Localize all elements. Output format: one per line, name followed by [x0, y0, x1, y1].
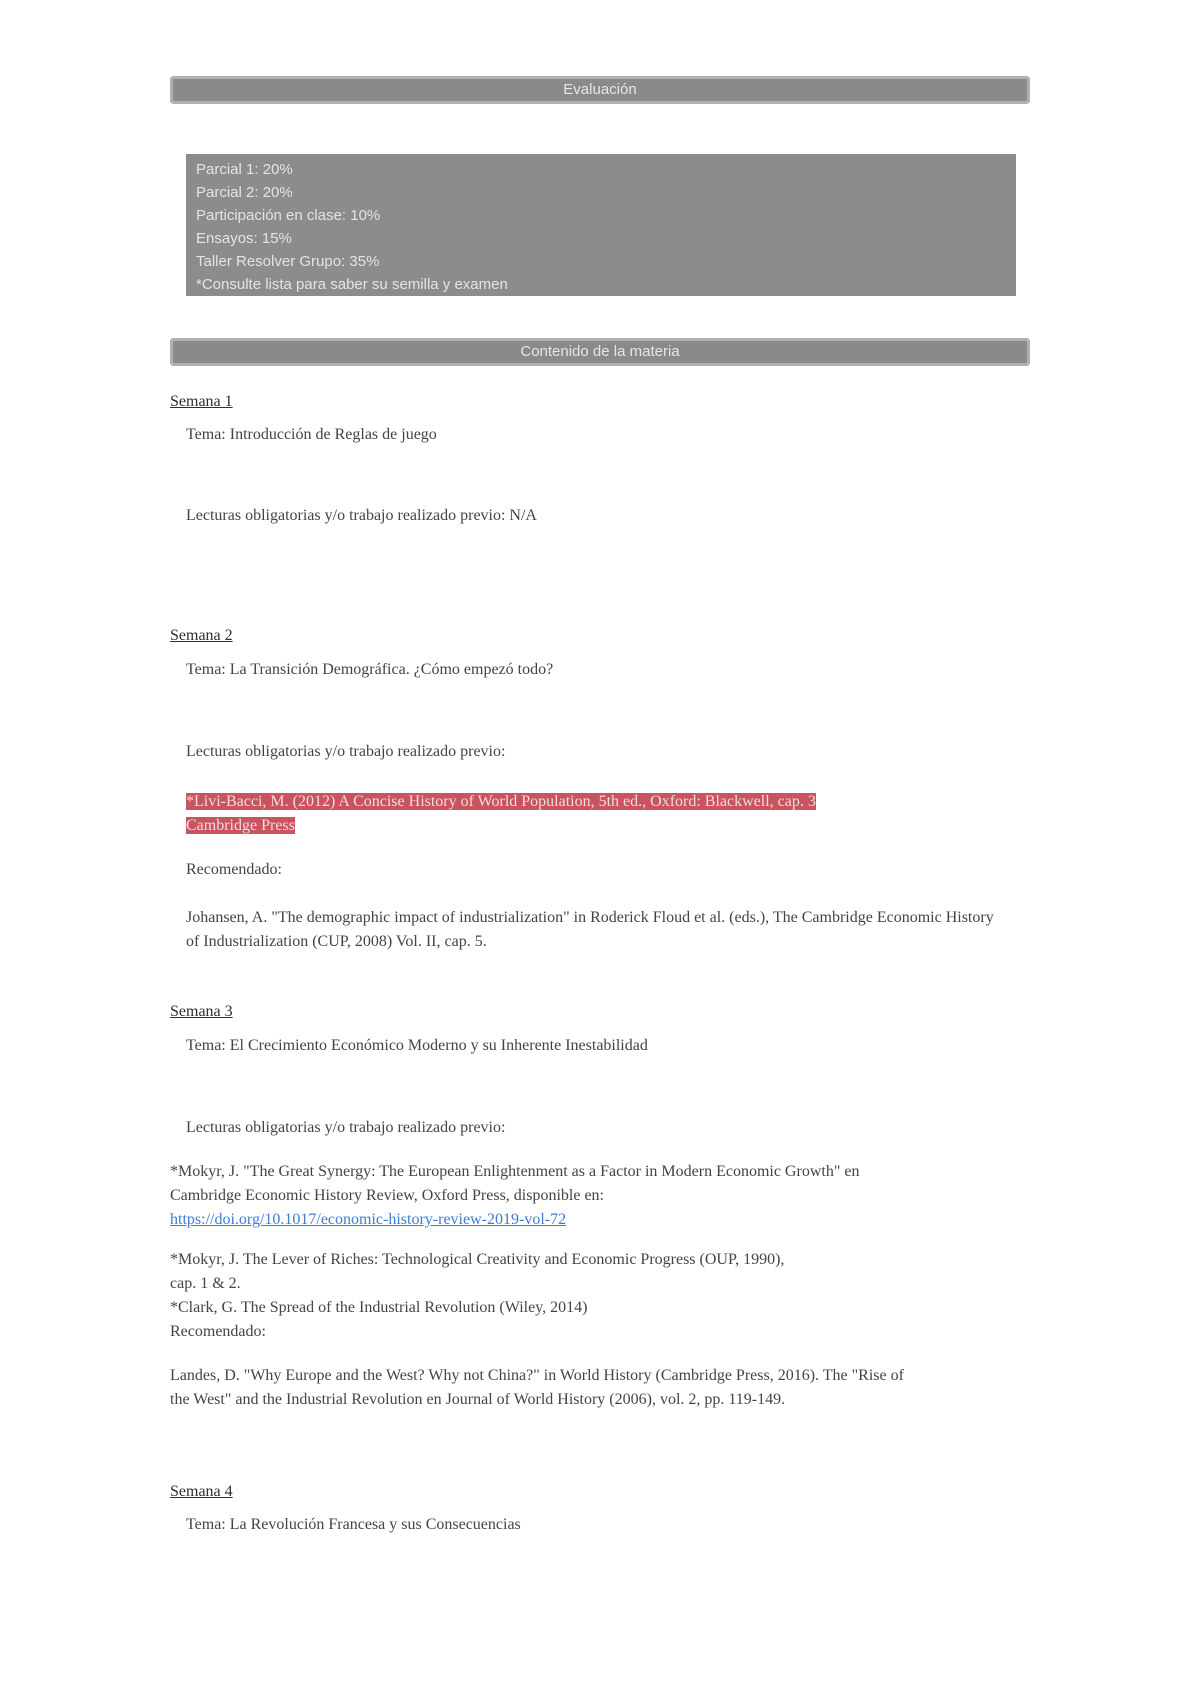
week-2-recommended-reference — [186, 906, 1006, 954]
reference-line: Cambridge Economic History Review, Oxford Press, disponible en: — [170, 1187, 604, 1204]
evaluation-box — [186, 154, 1016, 296]
content-section-header — [170, 338, 1030, 366]
reference-link[interactable]: https://doi.org/10.1017/economic-history-review-2019-vol-72 — [170, 1211, 567, 1228]
week-1-label: Semana 1 — [170, 393, 233, 410]
week-1-reading: Lecturas obligatorias y/o trabajo realizado previo: N/A — [186, 507, 537, 524]
reference-line: cap. 1 & 2. — [170, 1275, 241, 1292]
evaluation-line: Parcial 1: 20% — [196, 161, 293, 178]
content-section-title: Contenido de la materia — [520, 343, 680, 360]
reference-line: *Mokyr, J. The Lever of Riches: Technological Creativity and Economic Progress (OUP, 1990), — [170, 1251, 785, 1268]
reference-line: *Clark, G. The Spread of the Industrial Revolution (Wiley, 2014) — [170, 1299, 588, 1316]
week-1-topic: Tema: Introducción de Reglas de juego — [186, 426, 437, 443]
evaluation-section-header — [170, 76, 1030, 104]
evaluation-line: Participación en clase: 10% — [196, 207, 381, 224]
week-4-topic: Tema: La Revolución Francesa y sus Consecuencias — [186, 1516, 521, 1533]
highlighted-ref-line: *Livi-Bacci, M. (2012) A Concise History of World Population, 5th ed., Oxford: Blackwell, cap. 3 — [186, 793, 816, 810]
week-2-highlighted-reference — [186, 790, 1006, 838]
week-3-reference-1 — [170, 1160, 1030, 1232]
week-3-recommended-reference — [170, 1364, 1030, 1412]
week-2-recommended-label: Recomendado: — [186, 861, 282, 878]
evaluation-line: *Consulte lista para saber su semilla y examen — [196, 276, 508, 293]
week-3-recommended-label: Recomendado: — [170, 1323, 266, 1340]
evaluation-section-title: Evaluación — [563, 81, 637, 98]
evaluation-line: Parcial 2: 20% — [196, 184, 293, 201]
recommended-line: the West" and the Industrial Revolution en Journal of World History (2006), vol. 2, pp. 119-149. — [170, 1391, 786, 1408]
week-3-label: Semana 3 — [170, 1003, 233, 1020]
evaluation-line: Ensayos: 15% — [196, 230, 292, 247]
recommended-line: Landes, D. "Why Europe and the West? Why not China?" in World History (Cambridge Press, 2016). The "Rise of — [170, 1367, 904, 1384]
recommended-line: Johansen, A. "The demographic impact of industrialization" in Roderick Floud et al. (eds.), The Cambridge Economic History of Industrialization (CUP, 2008) Vol. II, cap. 5. — [186, 909, 994, 950]
week-3-reference-2 — [170, 1248, 1030, 1344]
highlighted-ref-line: Cambridge Press — [186, 817, 295, 834]
week-3-topic: Tema: El Crecimiento Económico Moderno y su Inherente Inestabilidad — [186, 1037, 648, 1054]
week-2-label: Semana 2 — [170, 627, 233, 644]
week-2-reading: Lecturas obligatorias y/o trabajo realizado previo: — [186, 743, 506, 760]
reference-line: *Mokyr, J. "The Great Synergy: The European Enlightenment as a Factor in Modern Economic Growth" en — [170, 1163, 860, 1180]
week-4-label: Semana 4 — [170, 1483, 233, 1500]
evaluation-line: Taller Resolver Grupo: 35% — [196, 253, 380, 270]
week-3-reading: Lecturas obligatorias y/o trabajo realizado previo: — [186, 1119, 506, 1136]
week-2-topic: Tema: La Transición Demográfica. ¿Cómo empezó todo? — [186, 661, 554, 678]
